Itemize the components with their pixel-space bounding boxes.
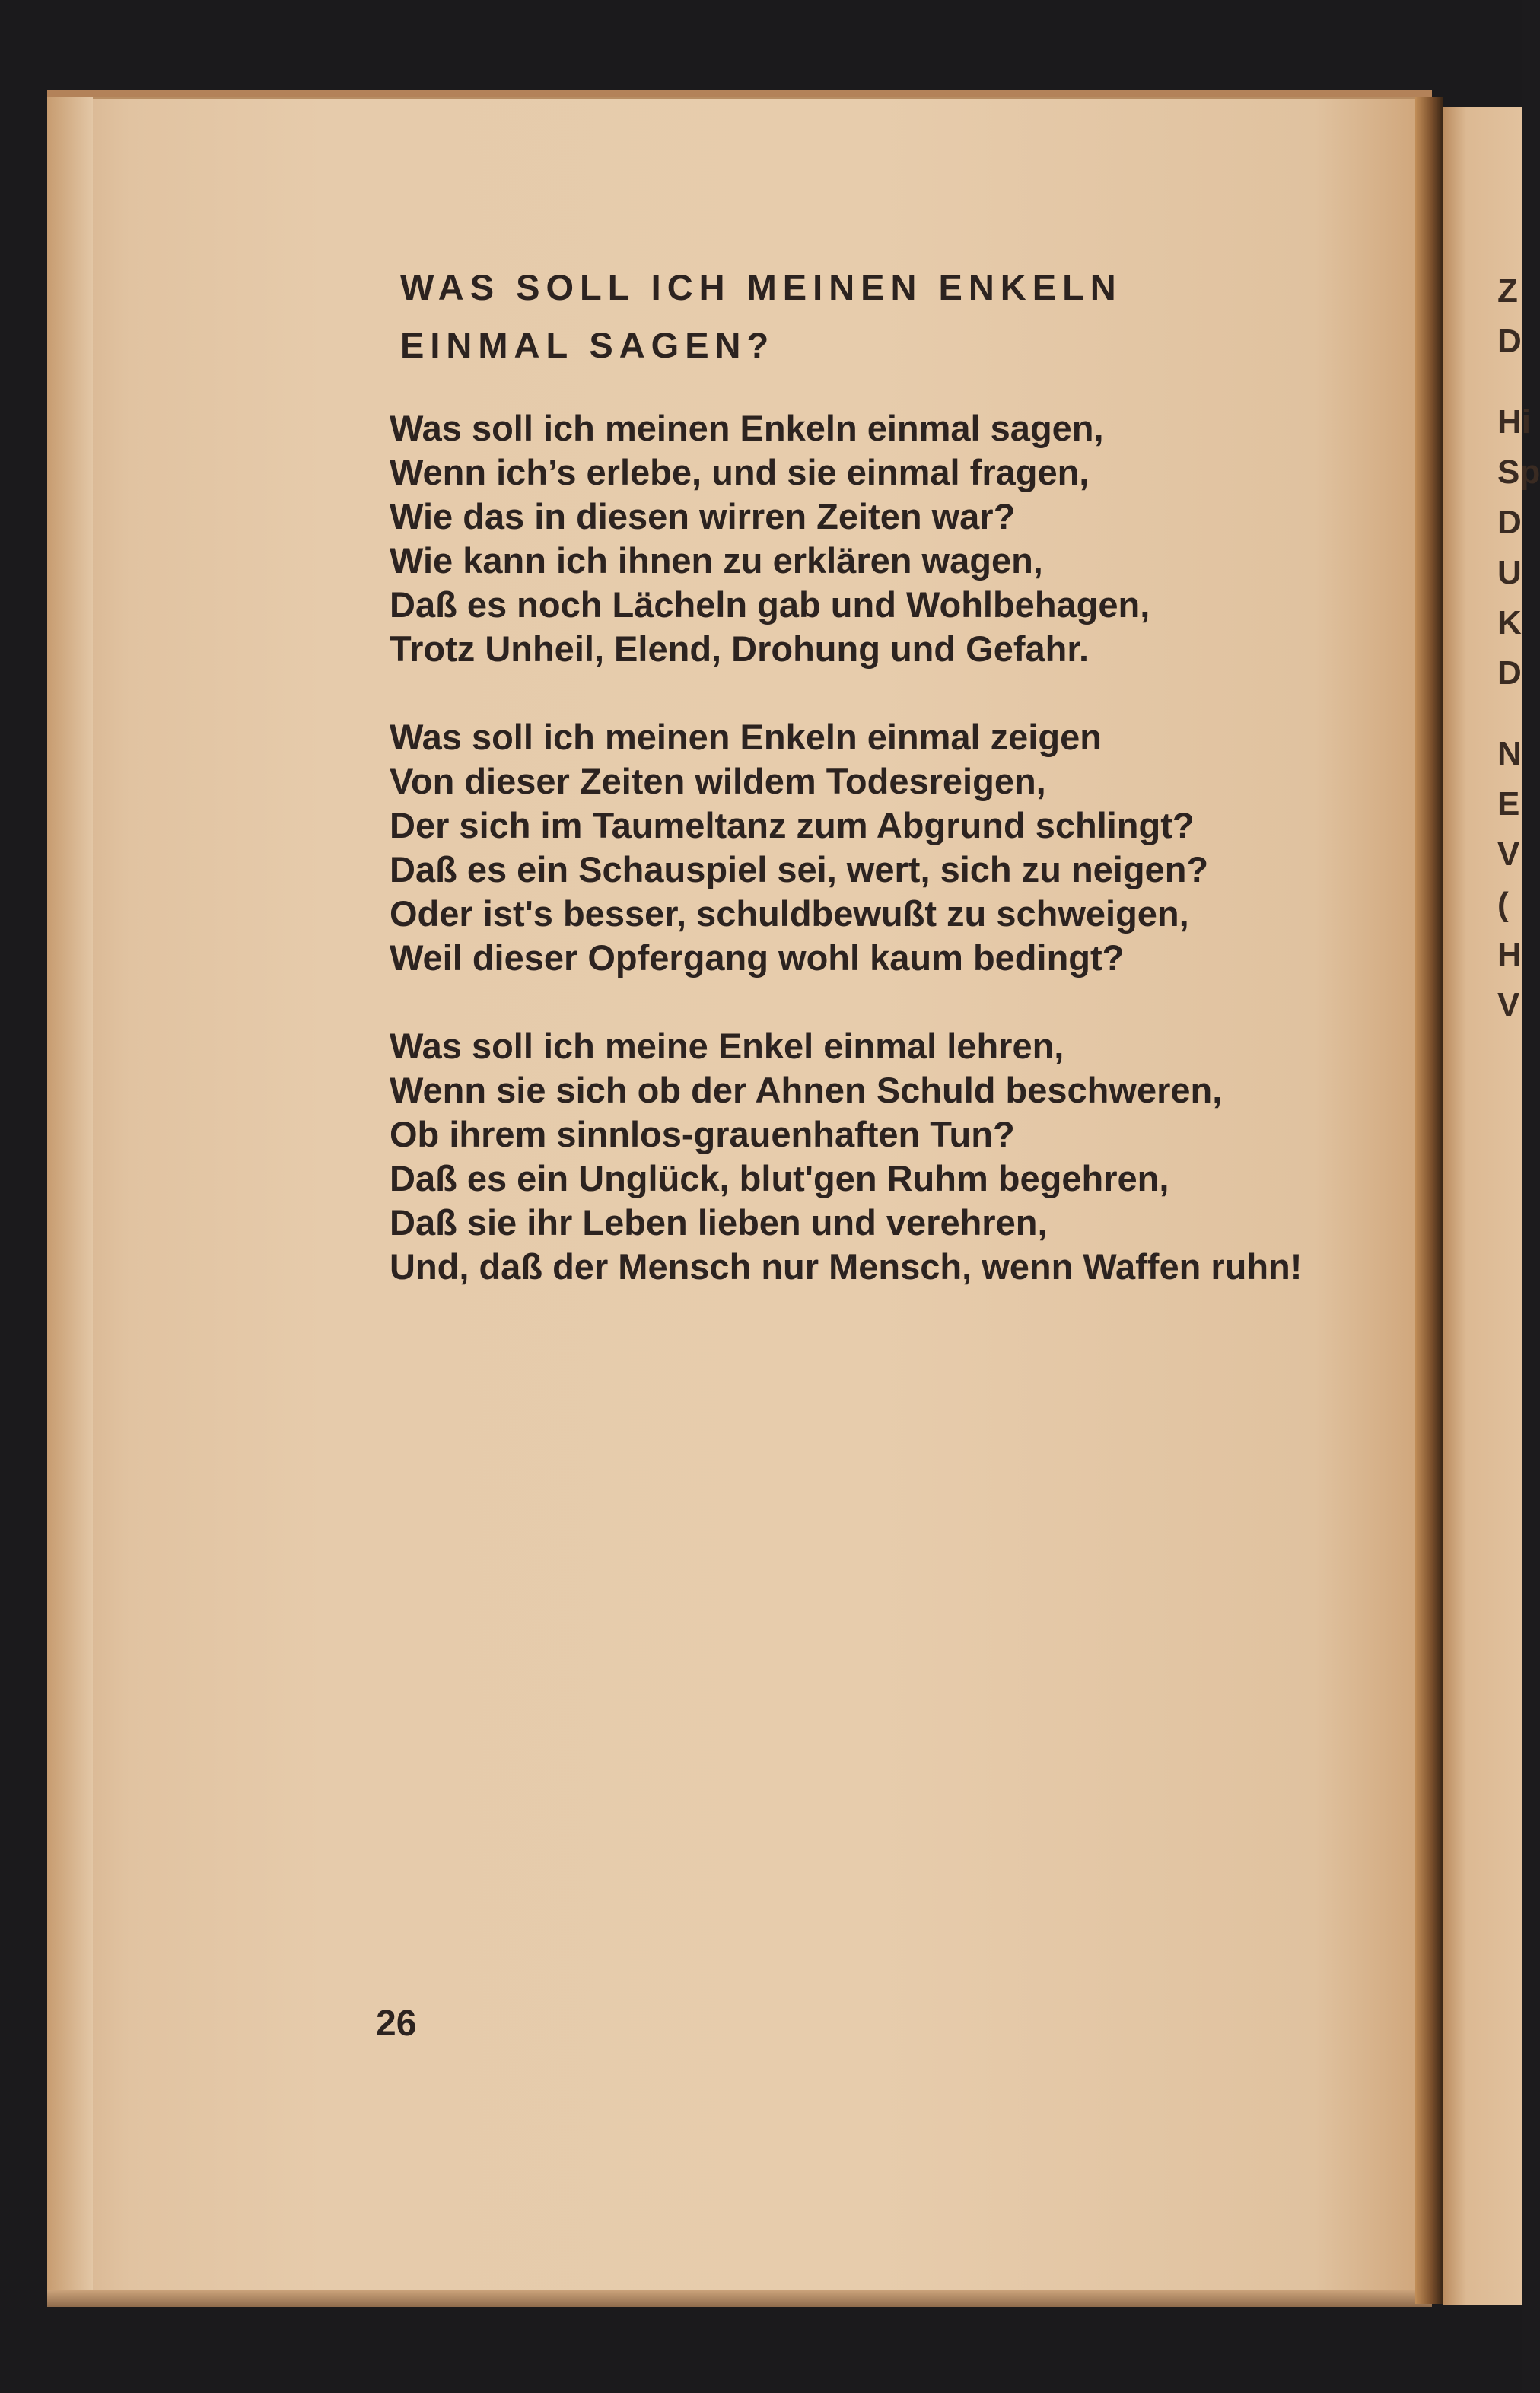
poem-content	[390, 259, 1394, 1333]
verse-line: Von dieser Zeiten wildem Todesreigen,	[390, 761, 1046, 801]
verse-line: Was soll ich meine Enkel einmal lehren,	[390, 1026, 1064, 1066]
right-fragment: Sp	[1497, 453, 1540, 491]
verse-line: Was soll ich meinen Enkeln einmal sagen,	[390, 408, 1104, 448]
verse-line: Daß es ein Unglück, blut'gen Ruhm begehren,	[390, 1158, 1169, 1198]
verse-line: Trotz Unheil, Elend, Drohung und Gefahr.	[390, 628, 1090, 669]
right-fragment: D	[1497, 323, 1522, 360]
right-page-text-fragments	[1497, 266, 1540, 1030]
page-bottom-edge	[47, 2290, 1432, 2307]
right-fragment: V	[1497, 986, 1520, 1023]
verse-line: Wenn sie sich ob der Ahnen Schuld beschweren,	[390, 1070, 1223, 1110]
right-fragment: Hi	[1497, 403, 1531, 441]
verse-line: Wenn ich’s erlebe, und sie einmal fragen,	[390, 452, 1090, 492]
verse-line: Der sich im Taumeltanz zum Abgrund schlingt?	[390, 805, 1195, 845]
verse-line: Was soll ich meinen Enkeln einmal zeigen	[390, 717, 1102, 757]
verse-line: Wie das in diesen wirren Zeiten war?	[390, 496, 1016, 536]
verse-line: Weil dieser Opfergang wohl kaum bedingt?	[390, 937, 1125, 978]
right-fragment: H	[1497, 936, 1522, 973]
right-fragment: U	[1497, 554, 1522, 591]
poem-body	[390, 406, 1394, 1289]
right-fragment: D	[1497, 504, 1522, 541]
right-fragment: (	[1497, 886, 1509, 923]
page-left-edge	[47, 97, 93, 2302]
poem-title-line: WAS SOLL ICH MEINEN ENKELN	[400, 267, 1122, 307]
poem-title-line: EINMAL SAGEN?	[400, 325, 775, 365]
verse-line: Wie kann ich ihnen zu erklären wagen,	[390, 540, 1043, 581]
right-fragment: V	[1497, 835, 1520, 873]
page-number: 26	[376, 2003, 417, 2044]
stanza-2	[390, 715, 1394, 980]
stanza-3	[390, 1024, 1394, 1289]
right-fragment: D	[1497, 654, 1522, 692]
right-fragment: Z	[1497, 272, 1518, 310]
right-fragment: E	[1497, 785, 1520, 823]
stanza-1	[390, 406, 1394, 671]
book-gutter	[1415, 97, 1443, 2304]
verse-line: Oder ist's besser, schuldbewußt zu schweigen,	[390, 893, 1189, 934]
verse-line: Und, daß der Mensch nur Mensch, wenn Waffen ruhn!	[390, 1246, 1303, 1287]
verse-line: Daß sie ihr Leben lieben und verehren,	[390, 1202, 1048, 1243]
poem-title	[400, 259, 1394, 374]
verse-line: Daß es noch Lächeln gab und Wohlbehagen,	[390, 584, 1150, 625]
verse-line: Ob ihrem sinnlos-grauenhaften Tun?	[390, 1114, 1015, 1154]
right-fragment: N	[1497, 735, 1522, 772]
right-fragment: K	[1497, 604, 1522, 641]
verse-line: Daß es ein Schauspiel sei, wert, sich zu neigen?	[390, 849, 1209, 889]
